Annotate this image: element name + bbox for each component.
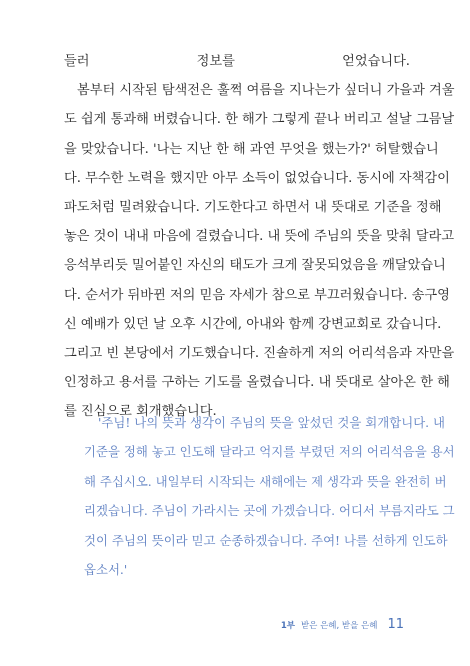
body-line: 다. 순서가 뒤바뀐 저의 믿음 자세가 참으로 부끄러웠습니다. 송구영 — [64, 287, 450, 303]
body-line: 봄부터 시작된 탐색전은 훌쩍 여름을 지나는가 싶더니 가을과 겨울 — [77, 83, 455, 99]
body-line: 그리고 빈 본당에서 기도했습니다. 진솔하게 저의 어리석음과 자만을 — [64, 345, 455, 361]
part-label: 1부 — [280, 621, 295, 631]
body-line: 을 맞았습니다. '나는 지난 한 해 과연 무엇을 했는가?' 허탈했습니 — [64, 141, 439, 157]
body-line: 파도처럼 밀려왔습니다. 기도한다고 하면서 내 뜻대로 기준을 정해 — [64, 199, 442, 215]
prayer-quote — [84, 408, 455, 584]
body-line: 놓은 것이 내내 마음에 걸렸습니다. 내 뜻에 주님의 뜻을 맞춰 달라고 — [64, 229, 455, 245]
body-line: 인정하고 용서를 구하는 기도를 올렸습니다. 내 뜻대로 살아온 한 해 — [64, 375, 450, 391]
body-line: 신 예배가 있던 날 오후 시간에, 아내와 함께 강변교회로 갔습니다. — [64, 316, 442, 332]
prayer-line: 옵소서.' — [84, 561, 128, 577]
prayer-line: 해 주십시오. 내일부터 시작되는 새해에는 제 생각과 뜻을 완전히 버 — [84, 473, 447, 489]
body-line: 응석부리듯 밀어붙인 자신의 태도가 크게 잘못되었음을 깨달았습니 — [64, 258, 446, 274]
body-text — [64, 47, 455, 426]
body-line: 도 쉽게 통과해 버렸습니다. 한 해가 그렇게 끝나 버리고 설날 그믐날 — [64, 112, 455, 128]
body-line: 를 진심으로 회개했습니다. — [64, 404, 217, 420]
prayer-line: '주님! 나의 뜻과 생각이 주님의 뜻을 앞섰던 것을 회개합니다. 내 — [98, 415, 446, 430]
chapter-title: 받은 은혜, 받을 은혜 — [300, 621, 378, 631]
page-footer — [281, 617, 404, 632]
prayer-line: 리겠습니다. 주님이 가라시는 곳에 가겠습니다. 어디서 부름지라도 그 — [84, 503, 455, 519]
page-number: 11 — [387, 617, 404, 632]
body-line: 다. 무수한 노력을 했지만 아무 소득이 없었습니다. 동시에 자책감이 — [64, 170, 450, 186]
body-line: 들러 정보를 얻었습니다. — [64, 54, 410, 69]
prayer-line: 기준을 정해 놓고 인도해 달라고 억지를 부렸던 저의 어리석음을 용서 — [84, 444, 455, 460]
prayer-line: 것이 주님의 뜻이라 믿고 순종하겠습니다. 주여! 나를 선하게 인도하 — [84, 532, 448, 548]
